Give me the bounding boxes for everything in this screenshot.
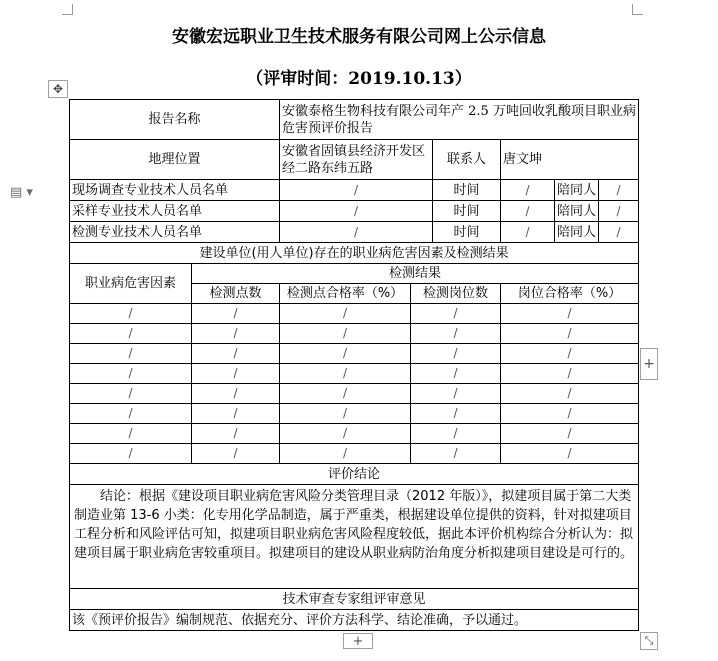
escort-value: / [599, 222, 639, 243]
hazard-section-title: 建设单位(用人单位)存在的职业病危害因素及检测结果 [70, 243, 639, 264]
column-header: 检测点合格率（%） [280, 284, 411, 304]
table-cell: / [411, 384, 501, 404]
escort-value: / [599, 201, 639, 222]
time-label: 时间 [433, 180, 501, 201]
time-value: / [501, 201, 555, 222]
personnel-value: / [280, 201, 433, 222]
personnel-value: / [280, 180, 433, 201]
disclosure-table [69, 99, 639, 631]
table-cell: / [192, 444, 280, 464]
table-cell: / [70, 344, 192, 364]
personnel-label: 检测专业技术人员名单 [70, 222, 280, 243]
table-cell: / [411, 424, 501, 444]
evaluation-conclusion [70, 485, 639, 589]
table-cell: / [280, 424, 411, 444]
table-cell: / [192, 324, 280, 344]
table-cell: / [280, 304, 411, 324]
table-cell: / [501, 344, 639, 364]
table-cell: / [70, 324, 192, 344]
table-cell: / [411, 324, 501, 344]
column-header: 检测岗位数 [411, 284, 501, 304]
time-value: / [501, 180, 555, 201]
table-cell: / [192, 424, 280, 444]
table-cell: / [70, 444, 192, 464]
expert-review-title: 技术审查专家组评审意见 [70, 589, 639, 610]
column-header: 检测点数 [192, 284, 280, 304]
table-cell: / [280, 384, 411, 404]
evaluation-text: 结论：根据《建设项目职业病危害风险分类管理目录（2012 年版）》，拟建项目属于第二大类制造业第 13-6 小类：化专用化学品制造，属于严重类，根据建设单位提供的资料，针对拟建项目工程分析和风险评估可知，拟建项目职业病危害风险程度较低，据此本评价机构综合分析认为：拟建项目属于职业病危害较重项目。拟建项目的建设从职业病防治角度分析拟建项目建设是可行的。 [74, 489, 634, 561]
hazard-factor-header: 职业病危害因素 [70, 264, 192, 304]
table-cell: / [70, 304, 192, 324]
table-cell: / [70, 404, 192, 424]
table-cell: / [70, 364, 192, 384]
personnel-value: / [280, 222, 433, 243]
contact-label: 联系人 [433, 140, 501, 180]
table-cell: / [501, 304, 639, 324]
location-value: 安徽省固镇县经济开发区经二路东纬五路 [280, 140, 433, 180]
table-cell: / [70, 424, 192, 444]
personnel-label: 采样专业技术人员名单 [70, 201, 280, 222]
table-row [70, 324, 639, 344]
table-cell: / [501, 444, 639, 464]
table-row [70, 304, 639, 324]
evaluation-title: 评价结论 [70, 464, 639, 485]
review-time: （评审时间：2019.10.13） [246, 69, 472, 89]
table-cell: / [501, 424, 639, 444]
document-options-icon[interactable]: ▤ ▾ [10, 185, 33, 200]
table-cell: / [280, 364, 411, 384]
table-cell: / [192, 364, 280, 384]
table-cell: / [501, 384, 639, 404]
expert-review-text: 该《预评价报告》编制规范、依据充分、评价方法科学、结论准确，予以通过。 [70, 610, 639, 631]
table-cell: / [411, 404, 501, 424]
time-label: 时间 [433, 222, 501, 243]
table-row [70, 384, 639, 404]
personnel-row [70, 180, 639, 201]
table-move-handle-icon[interactable]: ✥ [48, 80, 68, 98]
escort-value: / [599, 180, 639, 201]
add-row-plus-icon[interactable]: + [343, 633, 373, 649]
table-row [70, 344, 639, 364]
table-cell: / [411, 364, 501, 384]
personnel-label: 现场调查专业技术人员名单 [70, 180, 280, 201]
contact-value: 唐文坤 [501, 140, 639, 180]
table-cell: / [501, 404, 639, 424]
results-header: 检测结果 [192, 264, 639, 284]
escort-label: 陪同人 [555, 222, 599, 243]
personnel-row [70, 201, 639, 222]
table-cell: / [192, 404, 280, 424]
table-cell: / [280, 324, 411, 344]
crop-mark-top-left [62, 4, 73, 15]
table-cell: / [280, 344, 411, 364]
escort-label: 陪同人 [555, 180, 599, 201]
table-cell: / [411, 444, 501, 464]
column-header: 岗位合格率（%） [501, 284, 639, 304]
table-cell: / [192, 384, 280, 404]
escort-label: 陪同人 [555, 201, 599, 222]
table-row [70, 444, 639, 464]
table-cell: / [501, 364, 639, 384]
table-cell: / [192, 344, 280, 364]
table-row [70, 364, 639, 384]
personnel-row [70, 222, 639, 243]
table-cell: / [501, 324, 639, 344]
location-label: 地理位置 [70, 140, 280, 180]
table-cell: / [411, 344, 501, 364]
report-name-label: 报告名称 [70, 100, 280, 140]
table-resize-icon[interactable]: ⤡ [640, 632, 658, 650]
table-cell: / [192, 304, 280, 324]
time-label: 时间 [433, 201, 501, 222]
table-cell: / [70, 384, 192, 404]
crop-mark-top-right [632, 4, 643, 15]
table-cell: / [280, 444, 411, 464]
table-row [70, 424, 639, 444]
page-title: 安徽宏远职业卫生技术服务有限公司网上公示信息 [172, 27, 546, 47]
table-row [70, 404, 639, 424]
table-cell: / [280, 404, 411, 424]
time-value: / [501, 222, 555, 243]
add-column-plus-icon[interactable]: + [640, 348, 658, 380]
table-cell: / [411, 304, 501, 324]
report-name-value: 安徽泰格生物科技有限公司年产 2.5 万吨回收乳酸项目职业病危害预评价报告 [280, 100, 639, 140]
